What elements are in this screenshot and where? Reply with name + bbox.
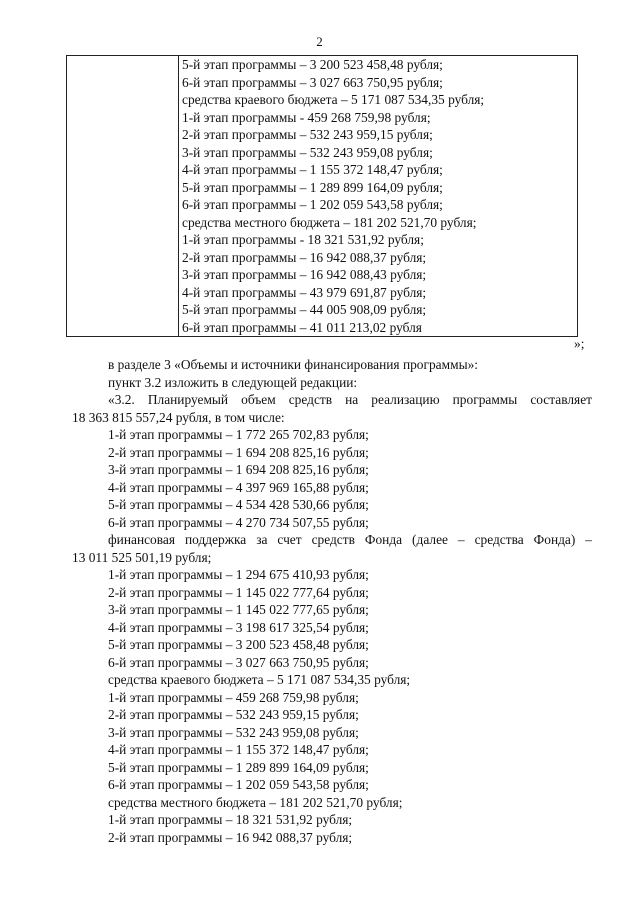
paragraph-line: 3-й этап программы – 532 243 959,08 рубля;: [108, 724, 359, 740]
table-line: 6-й этап программы – 41 011 213,02 рубля: [182, 319, 422, 335]
table-value-cell: [179, 56, 577, 336]
table-line: 2-й этап программы – 532 243 959,15 рубля;: [182, 127, 433, 142]
paragraph-line: 5-й этап программы – 1 289 899 164,09 рубля;: [108, 759, 369, 775]
table-line: 4-й этап программы – 1 155 372 148,47 рубля;: [182, 162, 443, 177]
paragraph-line: 6-й этап программы – 3 027 663 750,95 рубля;: [108, 654, 369, 670]
paragraph-line: 4-й этап программы – 1 155 372 148,47 рубля;: [108, 742, 369, 757]
paragraph-line: в разделе 3 «Объемы и источники финансирования программы»:: [108, 357, 478, 372]
paragraph-line: 5-й этап программы – 4 534 428 530,66 рубля;: [108, 497, 369, 512]
table-closing-quote: »;: [574, 336, 585, 351]
paragraph-line: 6-й этап программы – 4 270 734 507,55 рубля;: [108, 514, 369, 530]
table-line: 5-й этап программы – 3 200 523 458,48 рубля;: [182, 57, 443, 72]
funding-table: [66, 55, 578, 337]
table-line: 4-й этап программы – 43 979 691,87 рубля;: [182, 284, 427, 300]
table-line: 3-й этап программы – 16 942 088,43 рубля;: [182, 267, 427, 282]
paragraph-line: 2-й этап программы – 1 145 022 777,64 рубля;: [108, 584, 369, 600]
table-label-cell: [67, 56, 179, 336]
table-line: средства местного бюджета – 181 202 521,70 рубля;: [182, 214, 477, 230]
paragraph-line: 3-й этап программы – 1 694 208 825,16 рубля;: [108, 462, 369, 477]
paragraph-line: 18 363 815 557,24 рубля, в том числе:: [72, 409, 285, 425]
paragraph-line: пункт 3.2 изложить в следующей редакции:: [108, 374, 358, 390]
paragraph-line: 4-й этап программы – 3 198 617 325,54 рубля;: [108, 619, 369, 635]
paragraph-line: 1-й этап программы – 1 772 265 702,83 рубля;: [108, 427, 369, 442]
body-text: [72, 356, 592, 846]
paragraph-line: «3.2. Планируемый объем средств на реализацию программы составляет: [108, 392, 592, 407]
paragraph-line: средства местного бюджета – 181 202 521,70 рубля;: [108, 794, 403, 810]
table-line: 5-й этап программы – 44 005 908,09 рубля;: [182, 302, 427, 317]
table-line: 6-й этап программы – 1 202 059 543,58 рубля;: [182, 197, 443, 212]
paragraph-line: 3-й этап программы – 1 145 022 777,65 рубля;: [108, 602, 369, 617]
paragraph-line: 2-й этап программы – 532 243 959,15 рубля;: [108, 707, 359, 722]
paragraph-line: 13 011 525 501,19 рубля;: [72, 549, 212, 565]
table-line: 2-й этап программы – 16 942 088,37 рубля;: [182, 249, 427, 265]
paragraph-line: 2-й этап программы – 1 694 208 825,16 рубля;: [108, 444, 369, 460]
paragraph-line: 1-й этап программы – 459 268 759,98 рубля;: [108, 689, 359, 705]
paragraph-line: 1-й этап программы – 18 321 531,92 рубля;: [108, 812, 353, 827]
table-line: 5-й этап программы – 1 289 899 164,09 рубля;: [182, 179, 443, 195]
table-line: 1-й этап программы - 18 321 531,92 рубля;: [182, 232, 424, 247]
paragraph-line: финансовая поддержка за счет средств Фонда (далее – средства Фонда) –: [108, 532, 592, 547]
page-number: 2: [316, 34, 323, 49]
table-line: 3-й этап программы – 532 243 959,08 рубля;: [182, 144, 433, 160]
paragraph-line: 1-й этап программы – 1 294 675 410,93 рубля;: [108, 567, 369, 582]
paragraph-line: средства краевого бюджета – 5 171 087 534,35 рубля;: [108, 672, 411, 687]
paragraph-line: 4-й этап программы – 4 397 969 165,88 рубля;: [108, 479, 369, 495]
table-line: 1-й этап программы - 459 268 759,98 рубля;: [182, 109, 431, 125]
table-line: средства краевого бюджета – 5 171 087 534,35 рубля;: [182, 92, 485, 107]
paragraph-line: 5-й этап программы – 3 200 523 458,48 рубля;: [108, 637, 369, 652]
paragraph-line: 6-й этап программы – 1 202 059 543,58 рубля;: [108, 777, 369, 792]
table-line: 6-й этап программы – 3 027 663 750,95 рубля;: [182, 74, 443, 90]
paragraph-line: 2-й этап программы – 16 942 088,37 рубля;: [108, 829, 353, 845]
